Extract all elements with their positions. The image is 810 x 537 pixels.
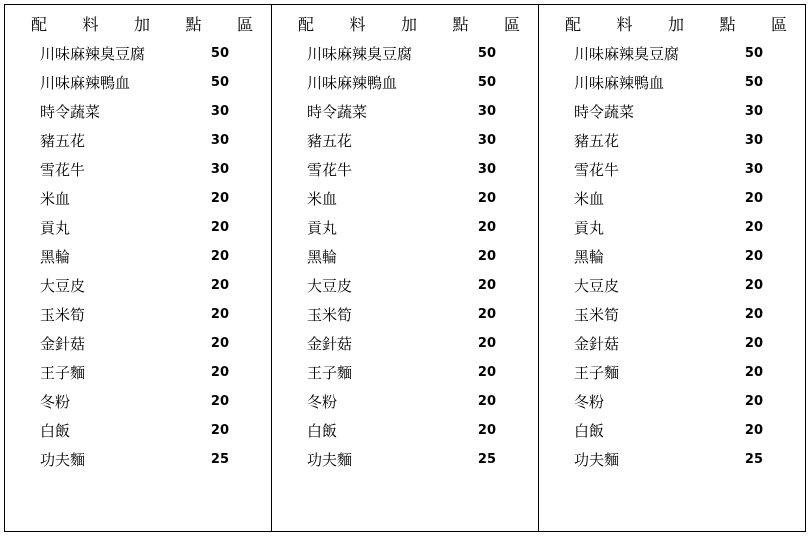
item-price: 20 (744, 220, 763, 235)
menu-item-row (272, 445, 538, 474)
menu-item-row (5, 184, 271, 213)
menu-item-row (539, 242, 805, 271)
item-price: 20 (744, 336, 763, 351)
menu-item-row (272, 358, 538, 387)
menu-item-row (272, 300, 538, 329)
item-name: 雪花牛 (40, 161, 86, 179)
title-char: 區 (503, 14, 520, 34)
item-price: 20 (210, 220, 229, 235)
menu-item-row (272, 242, 538, 271)
item-name: 功夫麵 (307, 451, 353, 469)
item-name: 王子麵 (307, 364, 353, 382)
menu-item-row (272, 126, 538, 155)
title-char: 料 (616, 14, 633, 34)
title-char: 配 (565, 14, 582, 34)
item-name: 黑輪 (574, 248, 605, 266)
item-name: 白飯 (40, 422, 71, 440)
menu-item-row (539, 68, 805, 97)
menu-item-row (5, 242, 271, 271)
item-price: 30 (210, 162, 229, 177)
item-price: 20 (210, 336, 229, 351)
menu-column-3 (538, 5, 805, 531)
menu-item-row (5, 387, 271, 416)
item-price: 20 (477, 249, 496, 264)
item-name: 冬粉 (574, 393, 605, 411)
item-name: 王子麵 (574, 364, 620, 382)
item-price: 30 (744, 133, 763, 148)
item-price: 20 (477, 336, 496, 351)
title-char: 配 (31, 14, 48, 34)
item-name: 雪花牛 (307, 161, 353, 179)
item-price: 20 (477, 365, 496, 380)
menu-item-row (272, 97, 538, 126)
menu-column-1 (5, 5, 271, 531)
item-name: 玉米筍 (307, 306, 353, 324)
item-name: 雪花牛 (574, 161, 620, 179)
item-price: 30 (744, 162, 763, 177)
item-name: 玉米筍 (40, 306, 86, 324)
item-name: 川味麻辣鴨血 (40, 74, 131, 92)
menu-item-row (539, 300, 805, 329)
item-name: 白飯 (574, 422, 605, 440)
item-name: 金針菇 (307, 335, 353, 353)
item-price: 20 (744, 365, 763, 380)
menu-item-row (272, 155, 538, 184)
menu-item-row (539, 416, 805, 445)
menu-item-row (5, 213, 271, 242)
menu-sheet (4, 4, 806, 532)
menu-item-row (5, 68, 271, 97)
item-name: 玉米筍 (574, 306, 620, 324)
item-name: 金針菇 (574, 335, 620, 353)
item-name: 貢丸 (307, 219, 338, 237)
item-price: 25 (477, 452, 496, 467)
item-price: 50 (210, 46, 229, 61)
menu-item-row (539, 155, 805, 184)
menu-item-row (5, 300, 271, 329)
menu-item-row (5, 358, 271, 387)
menu-item-row (5, 445, 271, 474)
item-name: 王子麵 (40, 364, 86, 382)
item-price: 20 (744, 394, 763, 409)
item-price: 20 (477, 191, 496, 206)
item-name: 大豆皮 (574, 277, 620, 295)
item-name: 貢丸 (574, 219, 605, 237)
menu-item-row (272, 387, 538, 416)
item-price: 20 (210, 423, 229, 438)
item-price: 30 (477, 162, 496, 177)
title-char: 區 (770, 14, 787, 34)
menu-item-row (5, 39, 271, 68)
menu-item-row (272, 271, 538, 300)
menu-item-row (539, 184, 805, 213)
item-price: 20 (744, 278, 763, 293)
menu-item-row (539, 97, 805, 126)
item-name: 功夫麵 (40, 451, 86, 469)
item-name: 豬五花 (40, 132, 86, 150)
item-name: 米血 (574, 190, 605, 208)
item-name: 時令蔬菜 (574, 103, 635, 121)
item-price: 30 (477, 104, 496, 119)
menu-item-row (272, 68, 538, 97)
title-char: 加 (133, 14, 150, 34)
menu-item-row (272, 213, 538, 242)
menu-item-row (5, 416, 271, 445)
item-price: 20 (210, 365, 229, 380)
item-name: 冬粉 (307, 393, 338, 411)
item-price: 20 (744, 423, 763, 438)
menu-item-row (5, 329, 271, 358)
item-name: 冬粉 (40, 393, 71, 411)
item-price: 50 (210, 75, 229, 90)
column-title (5, 5, 271, 41)
menu-item-row (539, 445, 805, 474)
title-char: 加 (400, 14, 417, 34)
item-price: 50 (744, 46, 763, 61)
menu-item-row (272, 416, 538, 445)
menu-item-row (539, 39, 805, 68)
item-price: 20 (744, 307, 763, 322)
item-list (539, 39, 805, 474)
item-name: 白飯 (307, 422, 338, 440)
item-name: 川味麻辣臭豆腐 (574, 45, 680, 63)
menu-item-row (539, 358, 805, 387)
item-price: 50 (477, 46, 496, 61)
item-name: 大豆皮 (40, 277, 86, 295)
title-char: 區 (236, 14, 253, 34)
menu-item-row (5, 271, 271, 300)
title-char: 配 (298, 14, 315, 34)
item-list (5, 39, 271, 474)
item-price: 30 (744, 104, 763, 119)
menu-column-2 (271, 5, 538, 531)
menu-item-row (272, 39, 538, 68)
menu-item-row (272, 184, 538, 213)
item-name: 豬五花 (307, 132, 353, 150)
item-price: 30 (210, 133, 229, 148)
item-price: 20 (477, 307, 496, 322)
item-price: 20 (744, 191, 763, 206)
menu-item-row (5, 97, 271, 126)
title-char: 加 (667, 14, 684, 34)
item-name: 川味麻辣鴨血 (574, 74, 665, 92)
item-price: 20 (210, 278, 229, 293)
item-name: 川味麻辣臭豆腐 (307, 45, 413, 63)
item-price: 25 (744, 452, 763, 467)
menu-item-row (539, 213, 805, 242)
item-price: 50 (477, 75, 496, 90)
item-name: 時令蔬菜 (40, 103, 101, 121)
item-name: 豬五花 (574, 132, 620, 150)
menu-item-row (539, 387, 805, 416)
title-char: 料 (82, 14, 99, 34)
item-name: 黑輪 (307, 248, 338, 266)
item-price: 20 (210, 191, 229, 206)
item-name: 米血 (40, 190, 71, 208)
title-char: 點 (719, 14, 736, 34)
menu-item-row (539, 329, 805, 358)
item-price: 25 (210, 452, 229, 467)
item-price: 20 (477, 278, 496, 293)
menu-item-row (5, 155, 271, 184)
item-price: 20 (210, 249, 229, 264)
item-name: 大豆皮 (307, 277, 353, 295)
title-char: 點 (185, 14, 202, 34)
item-price: 20 (210, 394, 229, 409)
menu-item-row (539, 126, 805, 155)
menu-item-row (539, 271, 805, 300)
item-name: 米血 (307, 190, 338, 208)
title-char: 料 (349, 14, 366, 34)
item-price: 20 (477, 220, 496, 235)
item-price: 20 (210, 307, 229, 322)
item-price: 20 (477, 394, 496, 409)
item-name: 金針菇 (40, 335, 86, 353)
item-name: 貢丸 (40, 219, 71, 237)
menu-item-row (5, 126, 271, 155)
item-price: 30 (477, 133, 496, 148)
item-name: 黑輪 (40, 248, 71, 266)
item-name: 川味麻辣臭豆腐 (40, 45, 146, 63)
item-price: 30 (210, 104, 229, 119)
item-name: 時令蔬菜 (307, 103, 368, 121)
item-price: 20 (744, 249, 763, 264)
item-name: 功夫麵 (574, 451, 620, 469)
column-title (539, 5, 805, 41)
menu-item-row (272, 329, 538, 358)
item-price: 50 (744, 75, 763, 90)
column-title (272, 5, 538, 41)
item-list (272, 39, 538, 474)
item-name: 川味麻辣鴨血 (307, 74, 398, 92)
item-price: 20 (477, 423, 496, 438)
title-char: 點 (452, 14, 469, 34)
